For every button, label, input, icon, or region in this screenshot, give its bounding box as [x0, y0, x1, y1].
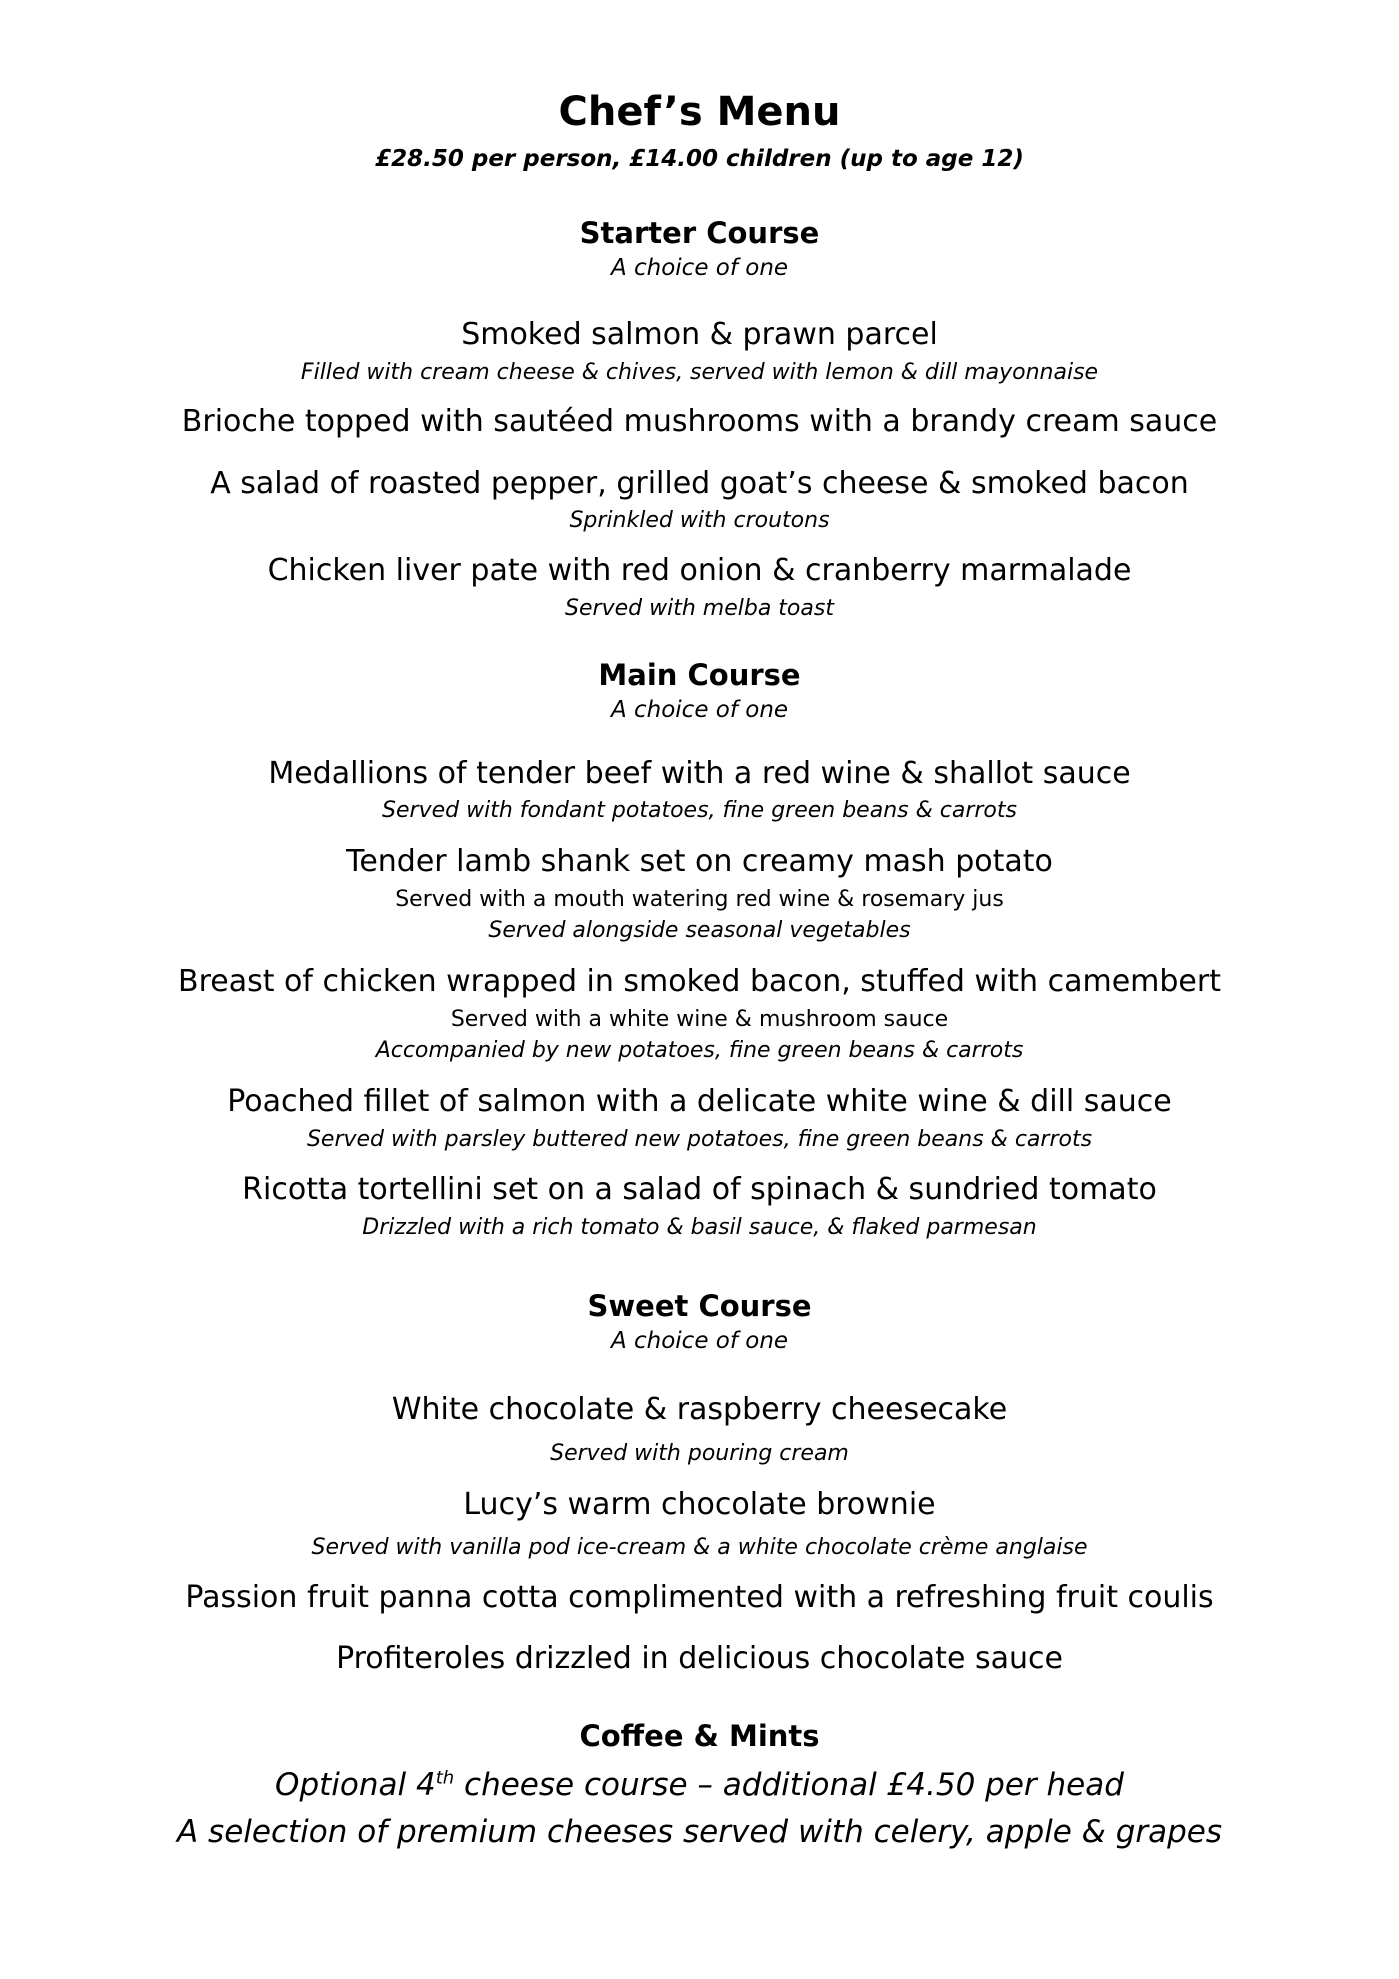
main-dish-4: Poached fillet of salmon with a delicate white wine & dill sauce	[227, 1084, 1172, 1119]
starter-dish-4: Chicken liver pate with red onion & cranberry marmalade	[267, 553, 1132, 588]
main-heading: Main Course	[598, 658, 801, 692]
main-dish-3-desc-1: Served with a white wine & mushroom sauce	[450, 1007, 949, 1032]
starter-dish-1: Smoked salmon & prawn parcel	[461, 317, 938, 352]
starter-note: A choice of one	[610, 255, 789, 281]
main-dish-3: Breast of chicken wrapped in smoked bacon, stuffed with camembert	[178, 964, 1221, 999]
sweet-dish-4: Profiteroles drizzled in delicious chocolate sauce	[336, 1641, 1063, 1676]
starter-dish-1-desc: Filled with cream cheese & chives, served with lemon & dill mayonnaise	[300, 360, 1099, 385]
sweet-dish-2: Lucy’s warm chocolate brownie	[463, 1487, 936, 1522]
sweet-dish-2-desc: Served with vanilla pod ice-cream & a white chocolate crème anglaise	[311, 1535, 1088, 1560]
sweet-note: A choice of one	[610, 1328, 789, 1354]
sweet-dish-3: Passion fruit panna cotta complimented with a refreshing fruit coulis	[185, 1580, 1214, 1615]
coffee-heading: Coffee & Mints	[579, 1719, 820, 1753]
main-dish-5: Ricotta tortellini set on a salad of spinach & sundried tomato	[242, 1172, 1157, 1207]
starter-dish-3: A salad of roasted pepper, grilled goat’s cheese & smoked bacon	[210, 466, 1189, 501]
main-dish-5-desc: Drizzled with a rich tomato & basil sauce, & flaked parmesan	[362, 1215, 1037, 1240]
sweet-dish-1: White chocolate & raspberry cheesecake	[391, 1392, 1008, 1427]
main-dish-4-desc: Served with parsley buttered new potatoes, fine green beans & carrots	[306, 1127, 1093, 1152]
cheese-course-desc: A selection of premium cheeses served with celery, apple & grapes	[176, 1814, 1223, 1850]
main-dish-1: Medallions of tender beef with a red wine & shallot sauce	[268, 756, 1131, 791]
starter-dish-2: Brioche topped with sautéed mushrooms with a brandy cream sauce	[181, 404, 1218, 439]
starter-heading: Starter Course	[579, 216, 820, 250]
cheese-course-suffix: cheese course – additional £4.50 per head	[454, 1767, 1124, 1803]
starter-dish-3-desc: Sprinkled with croutons	[569, 508, 830, 533]
sweet-dish-1-desc: Served with pouring cream	[550, 1441, 849, 1466]
main-dish-2-desc-2: Served alongside seasonal vegetables	[488, 918, 911, 943]
main-dish-2: Tender lamb shank set on creamy mash potato	[346, 844, 1053, 879]
starter-dish-4-desc: Served with melba toast	[565, 596, 834, 621]
main-dish-1-desc: Served with fondant potatoes, fine green beans & carrots	[382, 798, 1017, 823]
cheese-course-prefix: Optional 4	[275, 1767, 436, 1803]
menu-title: Chef’s Menu	[558, 89, 841, 135]
price-line: £28.50 per person, £14.00 children (up to age 12)	[375, 146, 1024, 172]
main-dish-2-desc-1: Served with a mouth watering red wine & rosemary jus	[395, 887, 1004, 912]
main-note: A choice of one	[610, 697, 789, 723]
cheese-course-line	[0, 1767, 1399, 1804]
main-dish-3-desc-2: Accompanied by new potatoes, fine green beans & carrots	[375, 1038, 1024, 1063]
cheese-course-sup: th	[435, 1767, 455, 1789]
sweet-heading: Sweet Course	[587, 1289, 812, 1323]
